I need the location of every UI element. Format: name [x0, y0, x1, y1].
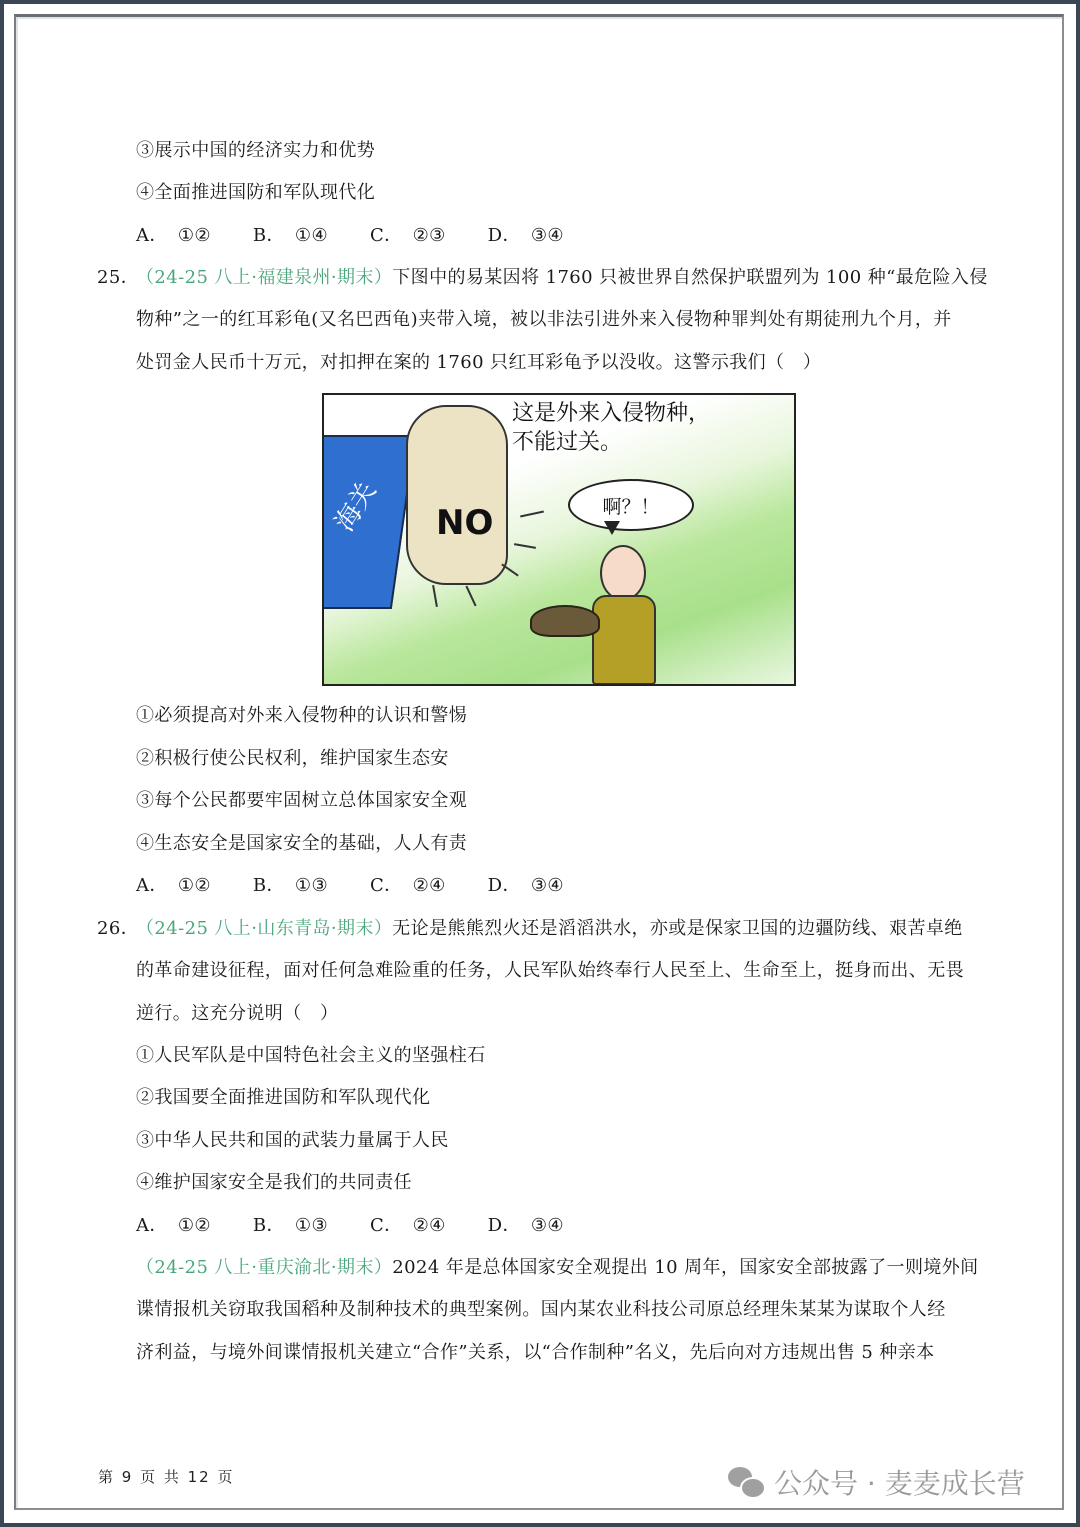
- question-stem-line: 济利益，与境外间谍情报机关建立“合作”关系，以“合作制种”名义，先后向对方违规出售 5 种亲本: [136, 1342, 935, 1363]
- option-item: ③展示中国的经济实力和优势: [136, 140, 376, 161]
- answer-choice-c[interactable]: C． ②④: [370, 875, 446, 896]
- speech-bubble: 啊？！: [568, 479, 694, 531]
- wechat-icon: [728, 1465, 764, 1499]
- answer-choice-a[interactable]: A． ①②: [136, 1215, 211, 1236]
- motion-line: [514, 543, 536, 549]
- answer-choices: [136, 1215, 606, 1237]
- answer-choices: [136, 875, 606, 897]
- motion-line: [432, 585, 438, 607]
- question-stem-line: 逆行。这充分说明（ ）: [136, 1003, 339, 1024]
- answer-choice-c[interactable]: C． ②④: [370, 1215, 446, 1236]
- answer-choice-d[interactable]: D． ③④: [487, 225, 564, 246]
- option-item: ④全面推进国防和军队现代化: [136, 182, 376, 203]
- question-number: 26．: [97, 918, 140, 939]
- page-number: 第 9 页 共 12 页: [98, 1468, 235, 1486]
- watermark: [728, 1462, 1025, 1502]
- watermark-text: 公众号 · 麦麦成长营: [774, 1467, 1025, 1500]
- question-source: （24-25 八上·山东青岛·期末）: [136, 918, 393, 939]
- answer-choice-b[interactable]: B． ①③: [252, 875, 328, 896]
- answer-choice-d[interactable]: D． ③④: [487, 875, 564, 896]
- answer-choice-a[interactable]: A． ①②: [136, 225, 211, 246]
- question-stem-line: （24-25 八上·山东青岛·期末）无论是熊熊烈火还是滔滔洪水，亦或是保家卫国的边疆防线、艰苦卓绝: [136, 918, 963, 939]
- man-head: [600, 545, 646, 601]
- question-source: （24-25 八上·福建泉州·期末）: [136, 267, 393, 288]
- option-item: ②积极行使公民权利，维护国家生态安: [136, 748, 449, 769]
- question-source: （24-25 八上·重庆渝北·期末）: [136, 1257, 393, 1278]
- question-stem-line: 的革命建设征程，面对任何急难险重的任务，人民军队始终奉行人民至上、生命至上，挺身而出、无畏: [136, 960, 964, 981]
- turtle-icon: [530, 605, 600, 637]
- option-item: ④生态安全是国家安全的基础，人人有责: [136, 833, 468, 854]
- answer-choice-b[interactable]: B． ①④: [252, 225, 328, 246]
- man-body: [592, 595, 656, 685]
- option-item: ①人民军队是中国特色社会主义的坚强柱石: [136, 1045, 486, 1066]
- option-item: ③每个公民都要牢固树立总体国家安全观: [136, 790, 468, 811]
- option-item: ①必须提高对外来入侵物种的认识和警惕: [136, 705, 468, 726]
- question-stem-line: （24-25 八上·福建泉州·期末）下图中的易某因将 1760 只被世界自然保护联盟列为 100 种“最危险入侵: [136, 267, 988, 288]
- speech-bubble-tail: [604, 521, 620, 535]
- question-stem-line: 处罚金人民币十万元，对扣押在案的 1760 只红耳彩龟予以没收。这警示我们（ ）: [136, 352, 822, 373]
- option-item: ③中华人民共和国的武装力量属于人民: [136, 1130, 449, 1151]
- customs-label: 海关: [329, 476, 383, 537]
- stop-hand: [406, 405, 508, 585]
- question-number: 25．: [97, 267, 140, 288]
- option-item: ④维护国家安全是我们的共同责任: [136, 1172, 412, 1193]
- answer-choices: [136, 225, 606, 247]
- answer-choice-b[interactable]: B． ①③: [252, 1215, 328, 1236]
- answer-choice-c[interactable]: C． ②③: [370, 225, 446, 246]
- motion-line: [465, 586, 476, 607]
- customs-cartoon-image: [322, 393, 796, 686]
- motion-line: [520, 511, 544, 518]
- question-stem-line: （24-25 八上·重庆渝北·期末）2024 年是总体国家安全观提出 10 周年，国家安全部披露了一则境外间: [136, 1257, 979, 1278]
- option-item: ②我国要全面推进国防和军队现代化: [136, 1087, 431, 1108]
- hand-no-text: NO: [436, 503, 494, 543]
- answer-choice-a[interactable]: A． ①②: [136, 875, 211, 896]
- question-stem-line: 谍情报机关窃取我国稻种及制种技术的典型案例。国内某农业科技公司原总经理朱某某为谋取个人经: [136, 1299, 946, 1320]
- answer-choice-d[interactable]: D． ③④: [487, 1215, 564, 1236]
- question-stem-line: 物种”之一的红耳彩龟(又名巴西龟)夹带入境，被以非法引进外来入侵物种罪判处有期徒刑九个月，并: [136, 309, 952, 330]
- customs-speech: 这是外来入侵物种， 不能过关。: [512, 401, 711, 455]
